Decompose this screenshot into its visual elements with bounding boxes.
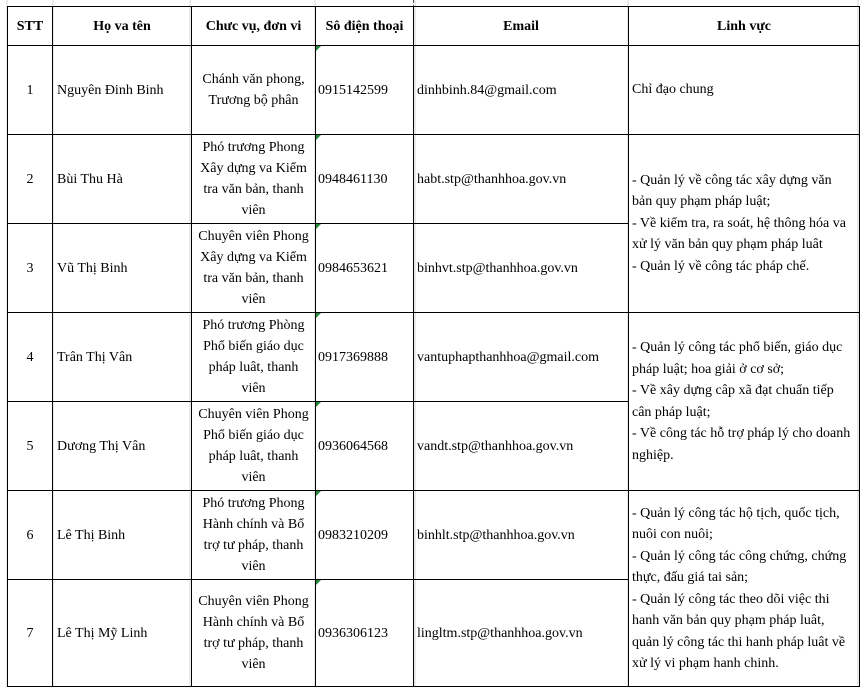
cell-position: Chuyên viên Phong Hành chính và Bổ trợ tư pháp, thanh viên (192, 580, 316, 687)
cell-name: Bùi Thu Hà (53, 135, 192, 224)
cell-marker (316, 135, 321, 140)
staff-table (7, 6, 860, 687)
cell-stt: 6 (8, 491, 53, 580)
cell-name: Trân Thị Vân (53, 313, 192, 402)
cell-marker (316, 46, 321, 51)
cell-stt: 7 (8, 580, 53, 687)
cell-marker (316, 224, 321, 229)
table-row (8, 135, 860, 224)
cell-email: habt.stp@thanhhoa.gov.vn (414, 135, 629, 224)
cell-field: Chỉ đạo chung (629, 46, 860, 135)
header-stt: STT (8, 7, 53, 46)
cell-email: lingltm.stp@thanhhoa.gov.vn (414, 580, 629, 687)
cell-phone (316, 402, 414, 491)
cell-stt: 4 (8, 313, 53, 402)
cell-marker (316, 402, 321, 407)
header-field: Linh vực (629, 7, 860, 46)
cell-phone (316, 580, 414, 687)
cell-stt: 2 (8, 135, 53, 224)
cell-email: dinhbinh.84@gmail.com (414, 46, 629, 135)
cell-email: vandt.stp@thanhhoa.gov.vn (414, 402, 629, 491)
cell-marker (316, 580, 321, 585)
cell-stt: 5 (8, 402, 53, 491)
cell-field: - Quản lý về công tác xây dựng văn bản quy phạm pháp luật; - Về kiểm tra, ra soát, hệ thông hóa va xử lý văn bản quy phạm pháp luât - Quản lý về công tác pháp chế. (629, 135, 860, 313)
header-email: Email (414, 7, 629, 46)
phone-text: 0984653621 (318, 260, 388, 276)
cell-name: Nguyên Đinh Binh (53, 46, 192, 135)
table-row (8, 46, 860, 135)
header-row (8, 7, 860, 46)
cell-position: Phó trương Phong Xây dựng va Kiểm tra văn bản, thanh viên (192, 135, 316, 224)
phone-text: 0936306123 (318, 625, 388, 641)
cell-name: Dương Thị Vân (53, 402, 192, 491)
cell-stt: 3 (8, 224, 53, 313)
cell-phone (316, 224, 414, 313)
cell-position: Chánh văn phong, Trương bộ phân (192, 46, 316, 135)
cell-name: Vũ Thị Binh (53, 224, 192, 313)
table-row (8, 491, 860, 580)
cell-phone (316, 46, 414, 135)
cell-position: Chuyên viên Phong Xây dựng va Kiểm tra văn bản, thanh viên (192, 224, 316, 313)
header-position: Chưc vụ, đơn vi (192, 7, 316, 46)
cell-marker (316, 313, 321, 318)
cell-email: vantuphapthanhhoa@gmail.com (414, 313, 629, 402)
cell-position: Phó trương Phong Hành chính và Bổ trợ tư pháp, thanh viên (192, 491, 316, 580)
phone-text: 0915142599 (318, 82, 388, 98)
cell-phone (316, 135, 414, 224)
cell-position: Chuyên viên Phong Phổ biến giáo dục pháp luât, thanh viên (192, 402, 316, 491)
header-phone: Sô điện thoại (316, 7, 414, 46)
table-row (8, 313, 860, 402)
cell-field: - Quản lý công tác hộ tịch, quốc tịch, nuôi con nuôi; - Quản lý công tác công chứng, chứng thực, đấu giá tai sản; - Quản lý công tác theo dõi việc thi hanh văn bản quy phạm pháp luât, quản lý công tác thi hanh pháp luât về xử lý vi phạm hanh chinh. (629, 491, 860, 687)
cell-field: - Quản lý công tác phổ biến, giáo dục pháp luật; hoa giải ở cơ sở; - Về xây dựng câp xã đạt chuẩn tiếp cân pháp luật; - Về công tác hỗ trợ pháp lý cho doanh nghiệp. (629, 313, 860, 491)
cell-email: binhvt.stp@thanhhoa.gov.vn (414, 224, 629, 313)
cell-position: Phó trương Phòng Phổ biến giáo dục pháp luât, thanh viên (192, 313, 316, 402)
cell-email: binhlt.stp@thanhhoa.gov.vn (414, 491, 629, 580)
cell-phone (316, 491, 414, 580)
phone-text: 0983210209 (318, 527, 388, 543)
cell-phone (316, 313, 414, 402)
cell-stt: 1 (8, 46, 53, 135)
header-name: Họ va tên (53, 7, 192, 46)
cell-name: Lê Thị Binh (53, 491, 192, 580)
cell-marker (316, 491, 321, 496)
phone-text: 0936064568 (318, 438, 388, 454)
cell-name: Lê Thị Mỹ Linh (53, 580, 192, 687)
phone-text: 0917369888 (318, 349, 388, 365)
phone-text: 0948461130 (318, 171, 388, 187)
